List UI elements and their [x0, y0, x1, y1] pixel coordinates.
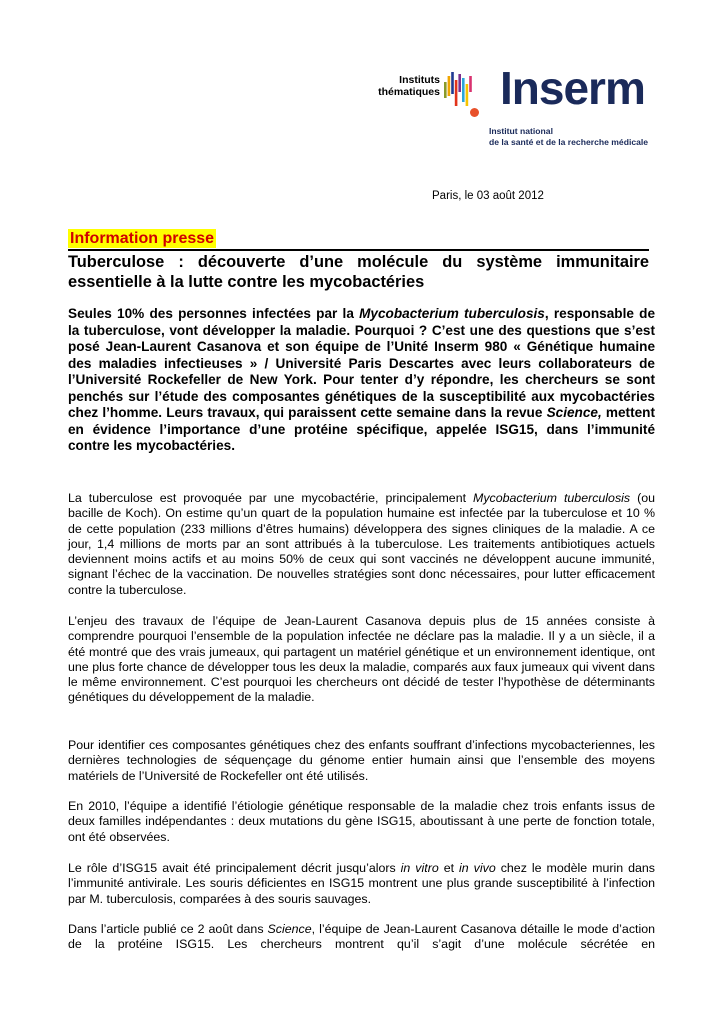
paragraph-text: (ou bacille de Koch). On estime qu’un quart de la population humaine est infectée par la tuberculose et 10 % de cette population (233 millions d’êtres humains) développera des signes cliniques de la maladie. A ce jour, 1,4 millions de morts par an sont attribués à la tuberculose. Les traitements antibiotiques actuels deviennent moins actifs et au moins 50% de ceux qui sont vaccinés ne développent aucune immunité, signant l’échec de la vaccination. De nouvelles stratégies sont donc nécessaires, pour lutter efficacement contre la tuberculose.	[68, 491, 655, 597]
bar-4	[455, 80, 458, 106]
instituts-line: Instituts	[399, 74, 440, 86]
lead-text: mettent en évidence l’importance d’une protéine spécifique, appelée ISG15, dans l’immunité contre les mycobactéries.	[68, 405, 655, 453]
lead-text: , responsable de la tuberculose, vont développer la maladie. Pourquoi ? C’est une des questions que s’est posé Jean-Laurent Casanova et son équipe de l’Unité Inserm 980 « Génétique humaine des maladies infectieuses » / Université Paris Descartes avec leurs collaborateurs de l’Université Rockefeller de New York. Pour tenter d’y répondre, les chercheurs se sont penchés sur l’étude des composantes génétiques de la susceptibilité aux mycobactéries chez l’homme. Leurs travaux, qui paraissent cette semaine dans la revue	[68, 306, 655, 420]
paragraph-italic: Mycobacterium tuberculosis	[473, 491, 631, 505]
bar-7	[466, 84, 469, 106]
instituts-thematiques-label	[372, 74, 440, 98]
lead-italic: Mycobacterium tuberculosis	[359, 306, 545, 321]
thematiques-line: thématiques	[378, 86, 440, 98]
body-paragraph	[68, 491, 655, 598]
paragraph-text: chez le modèle murin dans l’immunité antivirale. Les souris déficientes en ISG15 montrent une plus grande susceptibilité à l’infection par M. tuberculosis, comparées à des souris sauvages.	[68, 861, 655, 906]
inserm-dot-icon	[470, 108, 479, 117]
bar-1	[444, 82, 447, 98]
body-paragraph	[68, 922, 655, 953]
bar-8	[469, 76, 472, 92]
color-bars-icon	[444, 72, 474, 110]
title-divider	[68, 249, 649, 251]
brand-name: Inserm	[500, 62, 645, 114]
paragraph-text: La tuberculose est provoquée par une mycobactérie, principalement	[68, 491, 473, 505]
paragraph-text: , l’équipe de Jean-Laurent Casanova détaille le mode d’action de la protéine ISG15. Les chercheurs montrent qu’il s’agit d’une molécule sécrétée en	[68, 922, 655, 952]
bar-3	[451, 72, 454, 94]
bar-2	[448, 76, 451, 96]
lead-italic: Science,	[546, 405, 602, 420]
lead-text: Seules 10% des personnes infectées par la	[68, 306, 360, 321]
body-paragraph: L’enjeu des travaux de l’équipe de Jean-Laurent Casanova depuis plus de 15 années consiste à comprendre pourquoi l’ensemble de la population infectée ne déclare pas la maladie. Il y a un siècle, il a été montré que des vrais jumeaux, qui partagent un matériel génétique et un environnement identique, ont une plus forte chance de développer tous les deux la maladie, comparés aux faux jumeaux qui vivent dans le même environnement. C’est pourquoi les chercheurs ont décidé de tester l’hypothèse de déterminants génétiques du développement de la maladie.	[68, 614, 655, 705]
paragraph-text: Dans l’article publié ce 2 août dans	[68, 922, 268, 936]
press-title: Tuberculose : découverte d’une molécule du système immunitaire essentielle à la lutte contre les mycobactéries	[68, 253, 649, 291]
paragraph-italic: Science	[267, 922, 312, 936]
paragraph-italic: in vivo	[459, 861, 496, 875]
brand-subtitle	[489, 126, 648, 148]
subtitle-line-1: Institut national	[489, 126, 553, 136]
bar-6	[462, 78, 465, 102]
information-presse-label: Information presse	[70, 230, 215, 247]
bar-5	[458, 74, 461, 92]
paragraph-text: Le rôle d’ISG15 avait été principalement décrit jusqu’alors	[68, 861, 401, 875]
press-date: Paris, le 03 août 2012	[432, 190, 544, 202]
body-paragraph: En 2010, l’équipe a identifié l’étiologie génétique responsable de la maladie chez trois enfants issus de deux familles indépendantes : deux mutations du gène ISG15, aboutissant à une perte de fonction totale, ont été observées.	[68, 799, 655, 844]
paragraph-italic: in vitro	[400, 861, 439, 875]
subtitle-line-2: de la santé et de la recherche médicale	[489, 137, 649, 147]
inserm-logo	[352, 62, 662, 153]
body-paragraph: Pour identifier ces composantes génétiques chez des enfants souffrant d’infections mycobacteriennes, les dernières technologies de séquençage du génome entier humain ainsi que l’ensemble des moyens matériels de l’Université de Rockefeller ont été utilisés.	[68, 738, 655, 783]
lead-paragraph	[68, 306, 655, 455]
paragraph-text: et	[438, 861, 460, 875]
body-paragraph	[68, 861, 655, 907]
